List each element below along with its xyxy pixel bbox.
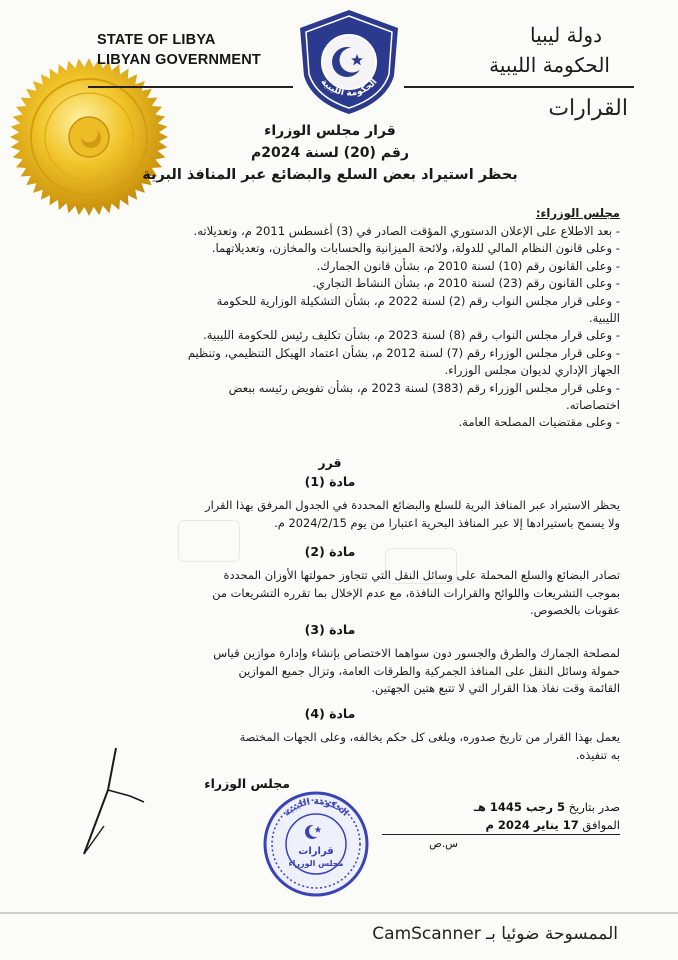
header-ar-state: دولة ليبيا (529, 23, 602, 47)
preamble-line: - وعلى قرار مجلس النواب رقم (8) لسنة 2023 م، بشأن تكليف رئيس للحكومة الليبية. (203, 328, 620, 343)
stamp-bottom-text: مجلس الوزراء (288, 859, 344, 868)
decree-subject: بحظر استيراد بعض السلع والبضائع عبر المنافذ البرية (142, 167, 518, 183)
official-stamp-icon (262, 790, 370, 898)
header-government: LIBYAN GOVERNMENT (97, 52, 261, 68)
issue-date (380, 800, 620, 814)
header-state: STATE OF LIBYA (97, 32, 216, 48)
preamble-line: - وعلى قرار مجلس الوزراء رقم (383) لسنة 2023 م، بشأن تفويض رئيسه ببعض (228, 380, 620, 395)
signatory-authority: مجلس الوزراء (204, 776, 290, 791)
article-line: بموجب التشريعات واللوائح والقرارات النافذة، مع عدم الإخلال بما تقرره التشريعات من (212, 585, 620, 600)
arabic-header (430, 20, 610, 80)
equivalent-date-gregorian: 17 يناير 2024 م (485, 818, 579, 832)
article-line: يعمل بهذا القرار من تاريخ صدوره، ويلغى كل حكم يخالفه، وعلى الجهات المختصة (239, 730, 620, 744)
article-line: ولا يسمح باستيرادها إلا عبر المنافذ البحرية اعتبارا من يوم 2024/2/15 م. (274, 515, 620, 530)
initials: س.ص (429, 838, 458, 850)
issue-date-label: صدر بتاريخ (568, 800, 620, 814)
camscanner-footer: الممسوحة ضوئيا بـ CamScanner (372, 924, 618, 944)
preamble-line: الليبية. (589, 311, 620, 325)
header-rule (404, 86, 634, 88)
english-header (97, 30, 261, 70)
preamble-line: - وعلى القانون رقم (23) لسنة 2010 م، بشأن النشاط التجاري. (312, 276, 620, 291)
decided-heading: قرر (318, 455, 342, 470)
equivalent-date (380, 818, 620, 832)
preamble-heading: مجلس الوزراء: (535, 206, 620, 220)
article-line: تصادر البضائع والسلع المحملة على وسائل النقل التي تتجاوز حمولتها الأوزان المحددة (223, 568, 620, 582)
article-title: مادة (4) (304, 706, 356, 721)
header-rule (88, 86, 293, 88)
issue-date-hijri: 5 رجب 1445 هـ (473, 800, 565, 814)
government-emblem-icon (294, 6, 404, 118)
article-title: مادة (3) (304, 622, 356, 637)
date-rule (382, 834, 620, 835)
article-line: به تنفيذه. (575, 747, 620, 762)
footer-rule (0, 912, 678, 914)
handwritten-signature-icon (78, 742, 158, 862)
preamble-line: - وعلى مقتضيات المصلحة العامة. (458, 415, 620, 430)
decree-title: قرار مجلس الوزراء (264, 123, 396, 139)
preamble-line: - وعلى القانون رقم (10) لسنة 2010 م، بشأن قانون الجمارك. (316, 258, 620, 273)
article-title: مادة (2) (304, 544, 356, 559)
preamble-line: الجهاز الإداري لديوان مجلس الوزراء. (444, 363, 620, 378)
article-line: القائمة وقت نفاذ هذا القرار التي لا تتبع هتين الجهتين. (371, 681, 620, 696)
article-line: يحظر الاستيراد عبر المنافذ البرية للسلع والبضائع المحددة في الجدول المرفق بهذا القرار (205, 498, 620, 512)
decree-number: رقم (20) لسنة 2024م (250, 145, 410, 161)
preamble-line: - بعد الاطلاع على الإعلان الدستوري المؤقت الصادر في (3) أغسطس 2011 م، وتعديلاته. (193, 224, 620, 238)
article-line: عقوبات بالخصوص. (529, 603, 620, 618)
stamp-center-text: قرارات (298, 846, 334, 857)
preamble-line: اختصاصاته. (566, 398, 620, 412)
article-title: مادة (1) (304, 474, 356, 489)
article-line: حمولة وسائل النقل على المنافذ الجمركية والطرقات العامة، وتزال جميع الموازين (238, 663, 620, 678)
header-ar-government: الحكومة الليبية (489, 53, 610, 77)
preamble-line: - وعلى قرار مجلس النواب رقم (2) لسنة 2022 م، بشأن التشكيلة الوزارية للحكومة (216, 293, 620, 308)
emblem-ring-text: الحكومة الليبية (318, 77, 380, 99)
preamble-line: - وعلى قرار مجلس الوزراء رقم (7) لسنة 2012 م، بشأن اعتماد الهيكل التنظيمي، وتنظيم (187, 345, 620, 360)
article-line: لمصلحة الجمارك والطرق والجسور دون سواهما الاختصاص بإنشاء وإدارة موازين قياس (213, 646, 620, 660)
stamp-ring-text: الحكومة الليبية (282, 796, 350, 819)
preamble-line: - وعلى قانون النظام المالي للدولة، ولائحة الميزانية والحسابات والمخازن، وتعديلاتهما. (211, 241, 620, 256)
section-label: القرارات (548, 96, 628, 121)
equivalent-date-label: الموافق (582, 818, 620, 832)
